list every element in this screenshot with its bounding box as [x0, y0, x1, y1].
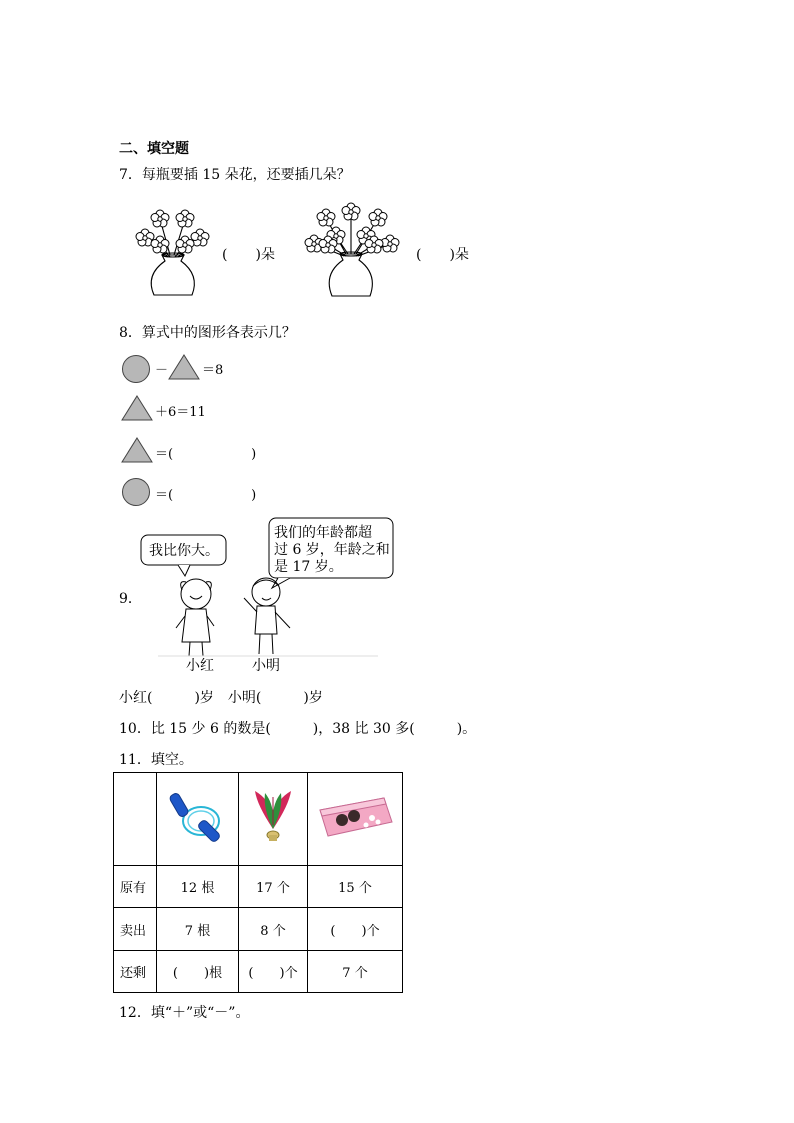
cell-remaining-pencil-case: 7 个 [308, 951, 403, 993]
boy-name: 小明 [252, 658, 280, 674]
boy-speech-line-1: 我们的年龄都超 [274, 525, 372, 541]
row-label-sold: 卖出 [114, 908, 157, 951]
gray-circle-icon [121, 477, 151, 507]
question-10-text[interactable]: 10．比 15 少 6 的数是( )，38 比 30 多( )。 [119, 721, 477, 737]
question-8-stem: 8．算式中的图形各表示几？ [119, 325, 296, 341]
girl-name: 小红 [186, 658, 214, 674]
pencil-case-icon [314, 792, 396, 842]
item-jump-rope [157, 773, 239, 866]
girl-speech-bubble: 我比你大。 [149, 543, 219, 559]
cell-sold-shuttlecock: 8 个 [239, 908, 308, 951]
question-11-stem: 11．填空。 [119, 752, 193, 768]
item-pencil-case [308, 773, 403, 866]
question-7-blank-2[interactable]: ( )朵 [416, 247, 469, 263]
question-7-blank-1[interactable]: ( )朵 [222, 247, 275, 263]
gray-circle-icon [121, 354, 151, 384]
gray-triangle-icon [120, 394, 154, 422]
cell-sold-pencil-case-blank[interactable]: ( )个 [308, 908, 403, 951]
cell-original-jump-rope: 12 根 [157, 866, 239, 908]
answer-circle-blank[interactable]: ＝( ) [155, 488, 257, 503]
cell-sold-jump-rope: 7 根 [157, 908, 239, 951]
shuttlecock-icon [251, 785, 295, 849]
row-label-remaining: 还剩 [114, 951, 157, 993]
section-title: 二、填空题 [119, 141, 189, 157]
row-label-original: 原有 [114, 866, 157, 908]
question-7-stem: 7．每瓶要插 15 朵花，还要插几朵？ [119, 167, 351, 183]
question-12-stem: 12．填“＋”或“－”。 [119, 1005, 250, 1021]
inventory-table [113, 772, 403, 993]
answer-triangle-blank[interactable]: ＝( ) [155, 447, 257, 462]
cell-original-shuttlecock: 17 个 [239, 866, 308, 908]
question-9-answer[interactable]: 小红( )岁 小明( )岁 [119, 690, 323, 706]
cell-remaining-shuttlecock-blank[interactable]: ( )个 [239, 951, 308, 993]
equation-2-rhs: ＋6＝11 [155, 405, 206, 420]
boy-speech-line-3: 是 17 岁。 [274, 559, 343, 575]
gray-triangle-icon [120, 436, 154, 464]
cell-remaining-jump-rope-blank[interactable]: ( )根 [157, 951, 239, 993]
gray-triangle-icon [167, 353, 201, 381]
cell-original-pencil-case: 15 个 [308, 866, 403, 908]
item-shuttlecock [239, 773, 308, 866]
question-9-number: 9． [119, 591, 142, 607]
boy-speech-line-2: 过 6 岁，年龄之和 [274, 542, 390, 558]
jump-rope-icon [168, 787, 228, 847]
equation-1-rhs: ＝8 [202, 363, 224, 378]
vase-with-6-flowers-icon [130, 205, 215, 300]
header-empty-cell [114, 773, 157, 866]
vase-with-9-flowers-icon [296, 200, 406, 300]
minus-sign: － [155, 363, 169, 378]
